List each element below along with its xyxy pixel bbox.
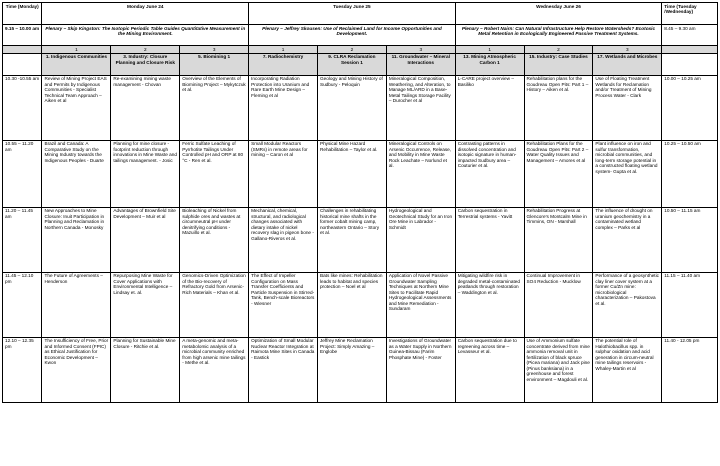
slot-time: 11.45 – 12.10 pm — [3, 272, 42, 337]
talk-cell: Challenges in rehabilitating historical mine shafts in the former cobalt mining camp, northeastern Ontario – Story et al. — [317, 207, 386, 272]
talk-cell: Genomics-Driven Optimization of the Bio-recovery of Refractory Gold from Arsenic-Rich Materials – Khan et al. — [180, 272, 249, 337]
plenary-row — [3, 25, 718, 46]
talk-cell: Application of Novel Passive Groundwater Sampling Techniques at Northern Mine Sites to Facilitate Rapid Hydrogeological Assessments and Mine Remediation - Sundaram — [386, 272, 455, 337]
talk-cell: Incorporating Radiation Protection into Uranium and Rare Earth Mine Design – Fleming et al — [249, 75, 318, 140]
talk-cell: Continual Improvement in SO4 Reduction - Mucklow — [524, 272, 593, 337]
room-number: 1 — [455, 46, 524, 54]
timeslot-rows — [3, 75, 718, 402]
talk-cell: The Insufficiency of Free, Prior and Informed Consent (FPIC) as Ethical Justification for Economic Development – Kwon — [42, 337, 111, 402]
session-title: 13. Mining Atmospheric Carbon 1 — [455, 53, 524, 75]
session-title: 11. Groundwater – Mineral Interactions — [386, 53, 455, 75]
talk-cell: Rehabilitation plans for the Goudreau Open Pits: Part 1 – History – Aiken et al. — [524, 75, 593, 140]
room-number: 1 — [42, 46, 111, 54]
slot-time-right: 10.25 – 10.50 am — [662, 140, 718, 207]
talk-cell: Rehabilitation Progress at Glencore's Montcalm Mine in Timmins, ON - Marshall — [524, 207, 593, 272]
tuesday-plenary: Plenary – Jeffrey Skousen: Use of Reclaimed Land for Income Opportunities and Development. — [249, 25, 456, 46]
conference-schedule-table — [2, 2, 718, 403]
session-title: 7. Radiochemistry — [249, 53, 318, 75]
talk-cell: Advantages of Brownfield Site Development – Muir et al — [111, 207, 180, 272]
talk-cell: Planning for mine closure - footprint reduction through innovations in Mine Waste and tailings management. - Josic — [111, 140, 180, 207]
talk-cell: Bats like mines: Rehabilitation leads to habitat and species protection – Noel et al — [317, 272, 386, 337]
talk-cell: Review of Mining Project EAS and Permits by Indigenous Communities - Specialist Technical Team Approach – Aiken et al — [42, 75, 111, 140]
session-title: 1. Indigenous Communities — [42, 53, 111, 75]
talk-cell: Ferric Sulfate Leaching of Pyrrhotite Tailings Under Controlled pH and ORP at 80 °C - Ren et al. — [180, 140, 249, 207]
talk-cell: The influence of drought on uranium geochemistry in a contaminated wetland complex – Parks et al — [593, 207, 662, 272]
timeslot-row — [3, 207, 718, 272]
slot-time: 10.55 – 11.20 am — [3, 140, 42, 207]
session-title: 17. Wetlands and Microbes — [593, 53, 662, 75]
room-number: 3 — [386, 46, 455, 54]
talk-cell: The Effect of Impeller Configuration on Mass Transfer Coefficients and Particle Suspension in Stirred-Tank, Bench-scale Bioreactors - Wiesner — [249, 272, 318, 337]
talk-cell: Carbon sequestration due to regreening across time – Levasseur et al. — [455, 337, 524, 402]
room-number: 1 — [249, 46, 318, 54]
room-number: 2 — [524, 46, 593, 54]
monday-plenary: Plenary – Skip Kingston: The Isotopic Periodic Table Guides Quantitative Measurement in the Mining Environment. — [42, 25, 249, 46]
talk-cell: Investigations of Groundwater as a Water Supply in Northern Guinea-Bissau (Farim Phosphate Mine) - Foster — [386, 337, 455, 402]
slot-time-right: 11.15 – 11.40 am — [662, 272, 718, 337]
timeslot-row — [3, 75, 718, 140]
talk-cell: L-CARE project overview – Basiliko — [455, 75, 524, 140]
talk-cell: Overview of the Elements of Biomining Project – Mykytczuk et al. — [180, 75, 249, 140]
talk-cell: Brazil and Canada: A Comparative Study on the Mining Industry towards the Indigenous Peoples - Duarte — [42, 140, 111, 207]
slot-time-right: 10.50 – 11.15 am — [662, 207, 718, 272]
slot-time: 12.10 – 12.35 pm — [3, 337, 42, 402]
talk-cell: Mechanical, chemical, structural, and radiological changes associated with dietary intake of nickel recovery slag in pigeon bone - Gallano-Riveros et al. — [249, 207, 318, 272]
timeslot-row — [3, 140, 718, 207]
room-number: 2 — [317, 46, 386, 54]
talk-cell: Contrasting patterns in dissolved concentration and isotopic signature in human-impacted Sudbury area – Couturier et al. — [455, 140, 524, 207]
talk-cell: The Future of Agreements – Henderson — [42, 272, 111, 337]
plenary-time: 9.15 – 10.00 am — [3, 25, 42, 46]
room-number-row — [3, 46, 718, 54]
slot-time: 11.20 – 11.45 am — [3, 207, 42, 272]
talk-cell: Use of Ammonium sulfate concentrate derived from mine ammonia removal unit in fertilization of black spruce (Picea mariana) and Jack pine (Pinus banksiana) in a greenhouse and forest environment – Magdouli et al. — [524, 337, 593, 402]
talk-cell: Hydrogeological and Geotechnical Study for an Iron Ore Mine in Labrador - Schmidt — [386, 207, 455, 272]
slot-time: 10.30 -10.55 am — [3, 75, 42, 140]
session-title: 3. Industry: Closure Planning and Closure Risk — [111, 53, 180, 75]
session-title: 9. CLRA Reclamation Session 1 — [317, 53, 386, 75]
plenary-time-right: 8.45 – 9.30 am — [662, 25, 718, 46]
talk-cell: Jeffrey Mine Reclamation Project: Simply Amazing – Englobe — [317, 337, 386, 402]
header-row — [3, 3, 718, 25]
room-number: 3 — [593, 46, 662, 54]
talk-cell: Mineralogical Controls on Arsenic Occurrence, Release, and Mobility in Mine Waste Rock Leachate – Norlund et al. — [386, 140, 455, 207]
room-number: 2 — [111, 46, 180, 54]
talk-cell: Re-examining mining waste management - Chovan — [111, 75, 180, 140]
talk-cell: Plant influence on iron and sulfur transformation, microbial communities, and long-term storage potential in a constructed floating wetland system- Gupta et al. — [593, 140, 662, 207]
timeslot-row — [3, 272, 718, 337]
slot-time-right: 10.00 – 10.25 am — [662, 75, 718, 140]
slot-time-right: 11.40 - 12.05 pm — [662, 337, 718, 402]
wednesday-header: Wednesday June 26 — [455, 3, 662, 25]
talk-cell: Bioleaching of Nickel from sulphide ores and wastes at circumneutral pH under denitrifying conditions - Mazuillo et al. — [180, 207, 249, 272]
time-right-header: Time (Tuesday /Wednesday) — [662, 3, 718, 25]
talk-cell: Repurposing Mine Waste for Cover Applications with Environmental Intelligence – Lindsay et. al. — [111, 272, 180, 337]
talk-cell: Carbon sequestration in Terrestrial systems - Yavitt — [455, 207, 524, 272]
time-header: Time (Monday) — [3, 3, 42, 25]
talk-cell: Optimization of Small Modular Nuclear Reactor Integration at Raimota Mine Sites in Canada - Eastick — [249, 337, 318, 402]
talk-cell: New Approaches to Mine Closure: Inuit Participation in Planning and Reclamation in Northern Canada - Monosky — [42, 207, 111, 272]
session-title-row — [3, 53, 718, 75]
talk-cell: Mitigating wildfire risk in degraded metal-contaminated peatlands through restoration – Waddington et al. — [455, 272, 524, 337]
talk-cell: A meta-genomic and meta-metabolomic analysis of a microbial community enriched from high arsenic mine tailings - Methe et al. — [180, 337, 249, 402]
talk-cell: Mineralogical Composition, Weathering, and Alteration, to Manage ML/ARD in a Base-Metal Tailings Storage Facility – Durocher et al — [386, 75, 455, 140]
talk-cell: Rehabilitation Plans for the Goudreau Open Pits: Part 2 – Water Quality Issues and Management – Amores et al — [524, 140, 593, 207]
tuesday-header: Tuesday June 25 — [249, 3, 456, 25]
talk-cell: Planning for Sustainable Mine Closure - Ritchie et al. — [111, 337, 180, 402]
room-number: 3 — [180, 46, 249, 54]
session-title: 5. Biomining 1 — [180, 53, 249, 75]
monday-header: Monday June 24 — [42, 3, 249, 25]
talk-cell: Small Modular Reactors (SMRs) in remote areas for mining – Caron et al — [249, 140, 318, 207]
talk-cell: The potential role of Halothiobacillus spp. in sulphur oxidation and acid generation in circum-neutral mine tailings reservoirs - Whaley-Martin et al — [593, 337, 662, 402]
talk-cell: Performance of a geosynthetic clay liner cover system at a former Cu/Zn mine: microbiological characterization – Pakostova et al. — [593, 272, 662, 337]
session-title: 15. Industry: Case Studies — [524, 53, 593, 75]
timeslot-row — [3, 337, 718, 402]
talk-cell: Physical Mine Hazard Rehabilitation – Taylor et al. — [317, 140, 386, 207]
talk-cell: Geology and Mining History of Sudbury - Peloquin — [317, 75, 386, 140]
wednesday-plenary: Plenary – Robert Nairn: Can Natural Infrastructure Help Restore Watersheds? Ecotoxic Metal Retention in Ecologically Engineered Passive Treatment Systems. — [455, 25, 662, 46]
talk-cell: Use of Floating Treatment Wetlands for Reclamation and/or Treatment of Mining Process Water - Clark — [593, 75, 662, 140]
